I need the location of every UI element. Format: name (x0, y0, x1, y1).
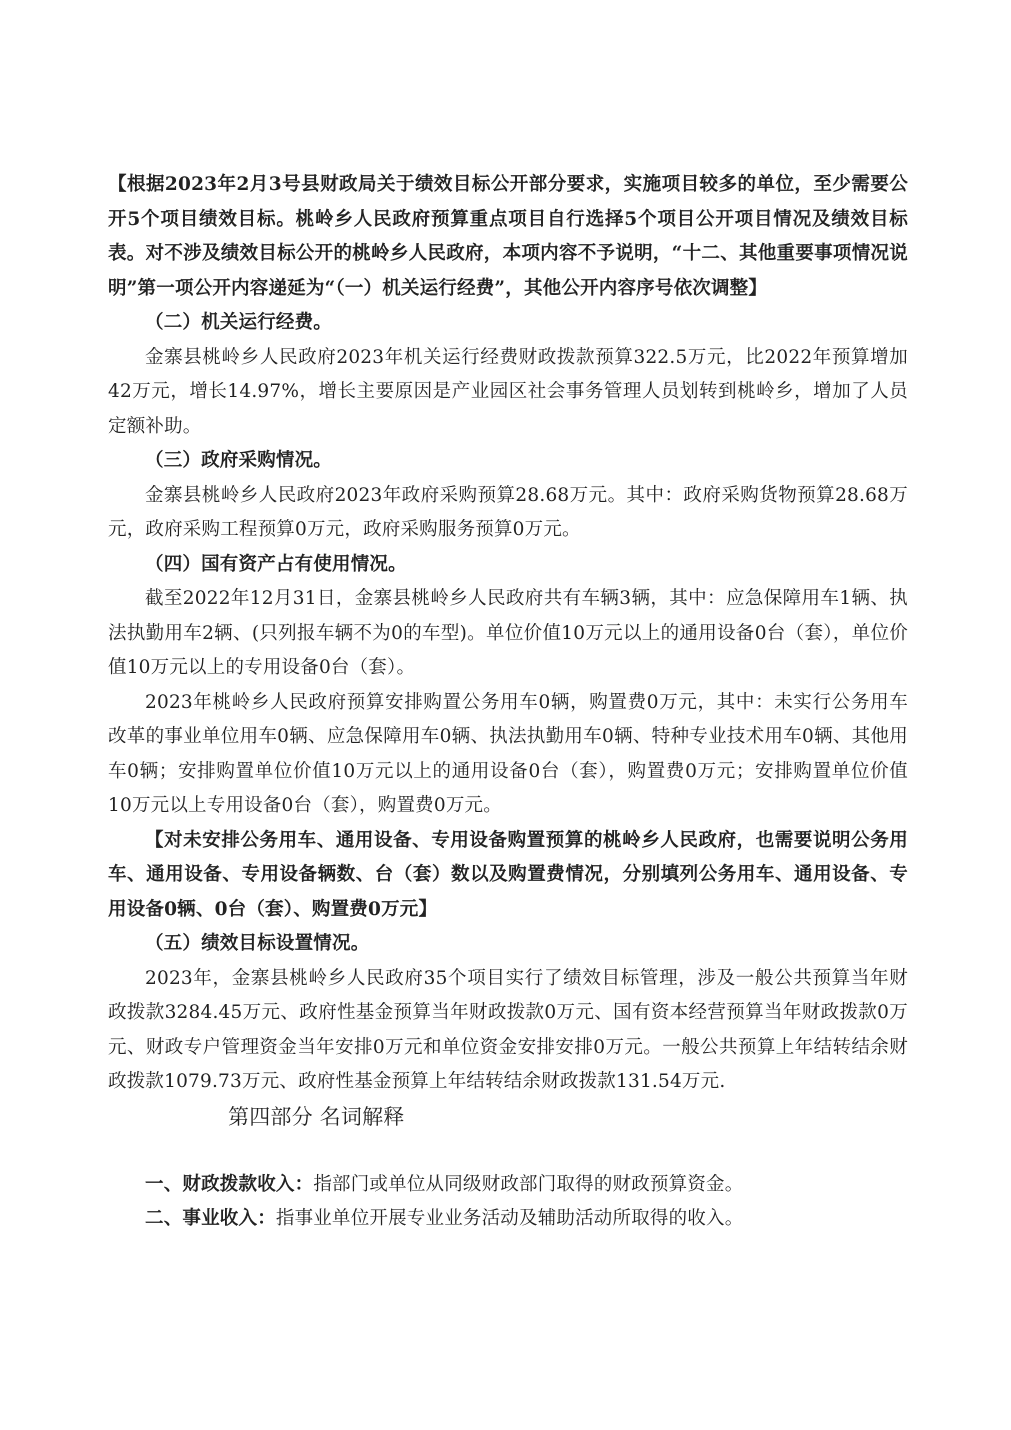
spacer (108, 1134, 908, 1168)
vehicle-equipment-note: 【对未安排公务用车、通用设备、专用设备购置预算的桃岭乡人民政府，也需要说明公务用车、通用设备、专用设备辆数、台（套）数以及购置费情况，分别填列公务用车、通用设备、专用设备0辆、0台（套）、购置费0万元】 (108, 829, 908, 920)
performance-target-note: 【根据2023年2月3号县财政局关于绩效目标公开部分要求，实施项目较多的单位，至少需要公开5个项目绩效目标。桃岭乡人民政府预算重点项目自行选择5个项目公开项目情况及绩效目标表。对不涉及绩效目标公开的桃岭乡人民政府，本项内容不予说明，“十二、其他重要事项情况说明”第一项公开内容递延为“（一）机关运行经费”，其他公开内容序号依次调整】 (108, 174, 908, 299)
section-heading-operating-funds: （二）机关运行经费。 (145, 312, 333, 333)
procurement-paragraph: 金寨县桃岭乡人民政府2023年政府采购预算28.68万元。其中：政府采购货物预算28.68万元，政府采购工程预算0万元，政府采购服务预算0万元。 (108, 484, 908, 540)
term-definition: 指部门或单位从同级财政部门取得的财政预算资金。 (313, 1173, 744, 1195)
term-fiscal-appropriation (108, 1168, 908, 1203)
term-definition: 指事业单位开展专业业务活动及辅助活动所取得的收入。 (275, 1208, 744, 1229)
performance-targets-paragraph: 2023年，金寨县桃岭乡人民政府35个项目实行了绩效目标管理，涉及一般公共预算当年财政拨款3284.45万元、政府性基金预算当年财政拨款0万元、国有资本经营预算当年财政拨款0万元、财政专户管理资金当年安排0万元和单位资金安排安排0万元。一般公共预算上年结转结余财政拨款1079.73万元、政府性基金预算上年结转结余财政拨款131.54万元. (108, 967, 908, 1092)
operating-funds-paragraph: 金寨县桃岭乡人民政府2023年机关运行经费财政拨款预算322.5万元，比2022年预算增加42万元，增长14.97%，增长主要原因是产业园区社会事务管理人员划转到桃岭乡，增加了人员定额补助。 (108, 346, 908, 437)
section-heading-performance-targets: （五）绩效目标设置情况。 (145, 933, 370, 954)
section-heading-procurement: （三）政府采购情况。 (145, 450, 333, 471)
state-assets-paragraph-1: 截至2022年12月31日，金寨县桃岭乡人民政府共有车辆3辆，其中：应急保障用车1辆、执法执勤用车2辆、(只列报车辆不为0的车型)。单位价值10万元以上的通用设备0台（套），单位价值10万元以上的专用设备0台（套）。 (108, 588, 908, 678)
term-label: 一、财政拨款收入： (145, 1173, 314, 1195)
document-body (108, 168, 908, 1237)
part-four-title: 第四部分 名词解释 (228, 1104, 405, 1129)
state-assets-paragraph-2: 2023年桃岭乡人民政府预算安排购置公务用车0辆，购置费0万元，其中：未实行公务用车改革的事业单位用车0辆、应急保障用车0辆、执法执勤用车0辆、特种专业技术用车0辆、其他用车0辆；安排购置单位价值10万元以上的通用设备0台（套），购置费0万元；安排购置单位价值10万元以上专用设备0台（套），购置费0万元。 (108, 691, 908, 816)
section-heading-state-assets: （四）国有资产占有使用情况。 (145, 553, 407, 575)
term-label: 二、事业收入： (145, 1208, 276, 1229)
term-business-income (108, 1202, 908, 1237)
